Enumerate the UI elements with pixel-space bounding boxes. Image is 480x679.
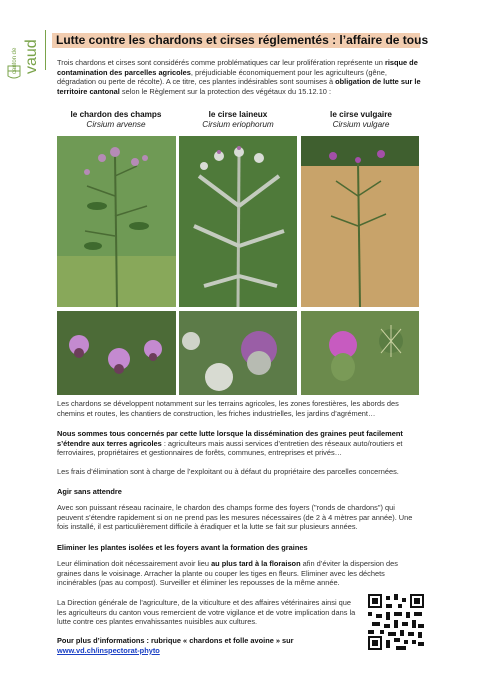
concerned-paragraph: Nous sommes tous concernés par cette lutte lorsque la dissémination des graines peut facilement s’étendre aux terres agricoles : agriculteurs mais aussi services d’entretien des réseaux auto/routiers et ferroviaires, propriétaires et gestionnaires de forêts, communes, entreprises et privés… bbox=[57, 429, 403, 458]
costs-paragraph: Les frais d’élimination sont à charge de l’exploitant ou à défaut du propriétaire des parcelles concernées. bbox=[57, 467, 399, 476]
heading-eliminate: Eliminer les plantes isolées et les foyers avant la formation des graines bbox=[57, 543, 308, 552]
page-title: Lutte contre les chardons et cirses réglementés : l’affaire de tous bbox=[56, 33, 429, 47]
more-info bbox=[57, 636, 361, 655]
intro-paragraph: Trois chardons et cirses sont considérés comme problématiques car leur prolifération représente un risque de contamination des parcelles agricoles, préjudiciable économiquement pour les agriculteurs (gêne, dégradation ou perte de récolte). A ce titre, ces plantes indésirables sont soumises à obligation de lutte sur le territoire cantonal selon le Règlement sur la protection des végétaux du 15.12.10 : bbox=[57, 58, 421, 96]
canton-vaud-logo bbox=[6, 30, 42, 80]
photo-arvense-flowers bbox=[57, 311, 176, 395]
more-info-text: Pour plus d’informations : rubrique « chardons et folle avoine » sur bbox=[57, 636, 294, 645]
plant-label-vulgare: le cirse vulgaire Cirsium vulgare bbox=[330, 110, 392, 129]
plant-label-eriophorum: le cirse laineux Cirsium eriophorum bbox=[202, 110, 274, 129]
photo-vulgare-plant bbox=[301, 136, 419, 307]
qr-code[interactable] bbox=[368, 594, 424, 650]
logo-text-canton: canton de bbox=[12, 47, 18, 74]
inspectorat-link[interactable]: www.vd.ch/inspectorat-phyto bbox=[57, 645, 160, 655]
direction-paragraph: La Direction générale de l’agriculture, de la viticulture et des affaires vétérinaires ainsi que les agriculteurs du canton vous remercient de votre vigilance et de votre implication dans la lutte contre ces plantes envahissantes nuisibles aux cultures. bbox=[57, 598, 356, 627]
photo-vulgare-flower bbox=[301, 311, 419, 395]
photo-eriophorum-plant bbox=[179, 136, 297, 307]
photo-eriophorum-flower bbox=[179, 311, 297, 395]
logo-text-vaud: vaud bbox=[23, 39, 40, 74]
photo-arvense-plant bbox=[57, 136, 176, 307]
plant-label-arvense: le chardon des champs Cirsium arvense bbox=[70, 110, 162, 129]
act-paragraph: Avec son puissant réseau racinaire, le chardon des champs forme des foyers ("ronds de chardons") qui peuvent s’étendre rapidement si on ne prend pas les mesures nécessaires (de 2 à 4 mètres par année). Une fois installé, il est particulièrement difficile à éradiquer et la lutte se fait sur plusieurs années. bbox=[57, 503, 413, 532]
eliminate-paragraph: Leur élimination doit nécessairement avoir lieu au plus tard à la floraison afin d’éviter la dispersion des graines dans le voisinage. Arracher la plante ou couper les tiges en fleurs. Eliminer avec les déchets incinérables (pas au compost). Surveiller et éliminer les repousses de la même année. bbox=[57, 559, 398, 588]
logo-divider bbox=[45, 30, 46, 70]
heading-act: Agir sans attendre bbox=[57, 487, 122, 496]
habitat-paragraph: Les chardons se développent notamment sur les terrains agricoles, les zones forestières, les abords des chemins et routes, les chantiers de construction, les friches industrielles, les jardins d’agrément… bbox=[57, 399, 399, 418]
